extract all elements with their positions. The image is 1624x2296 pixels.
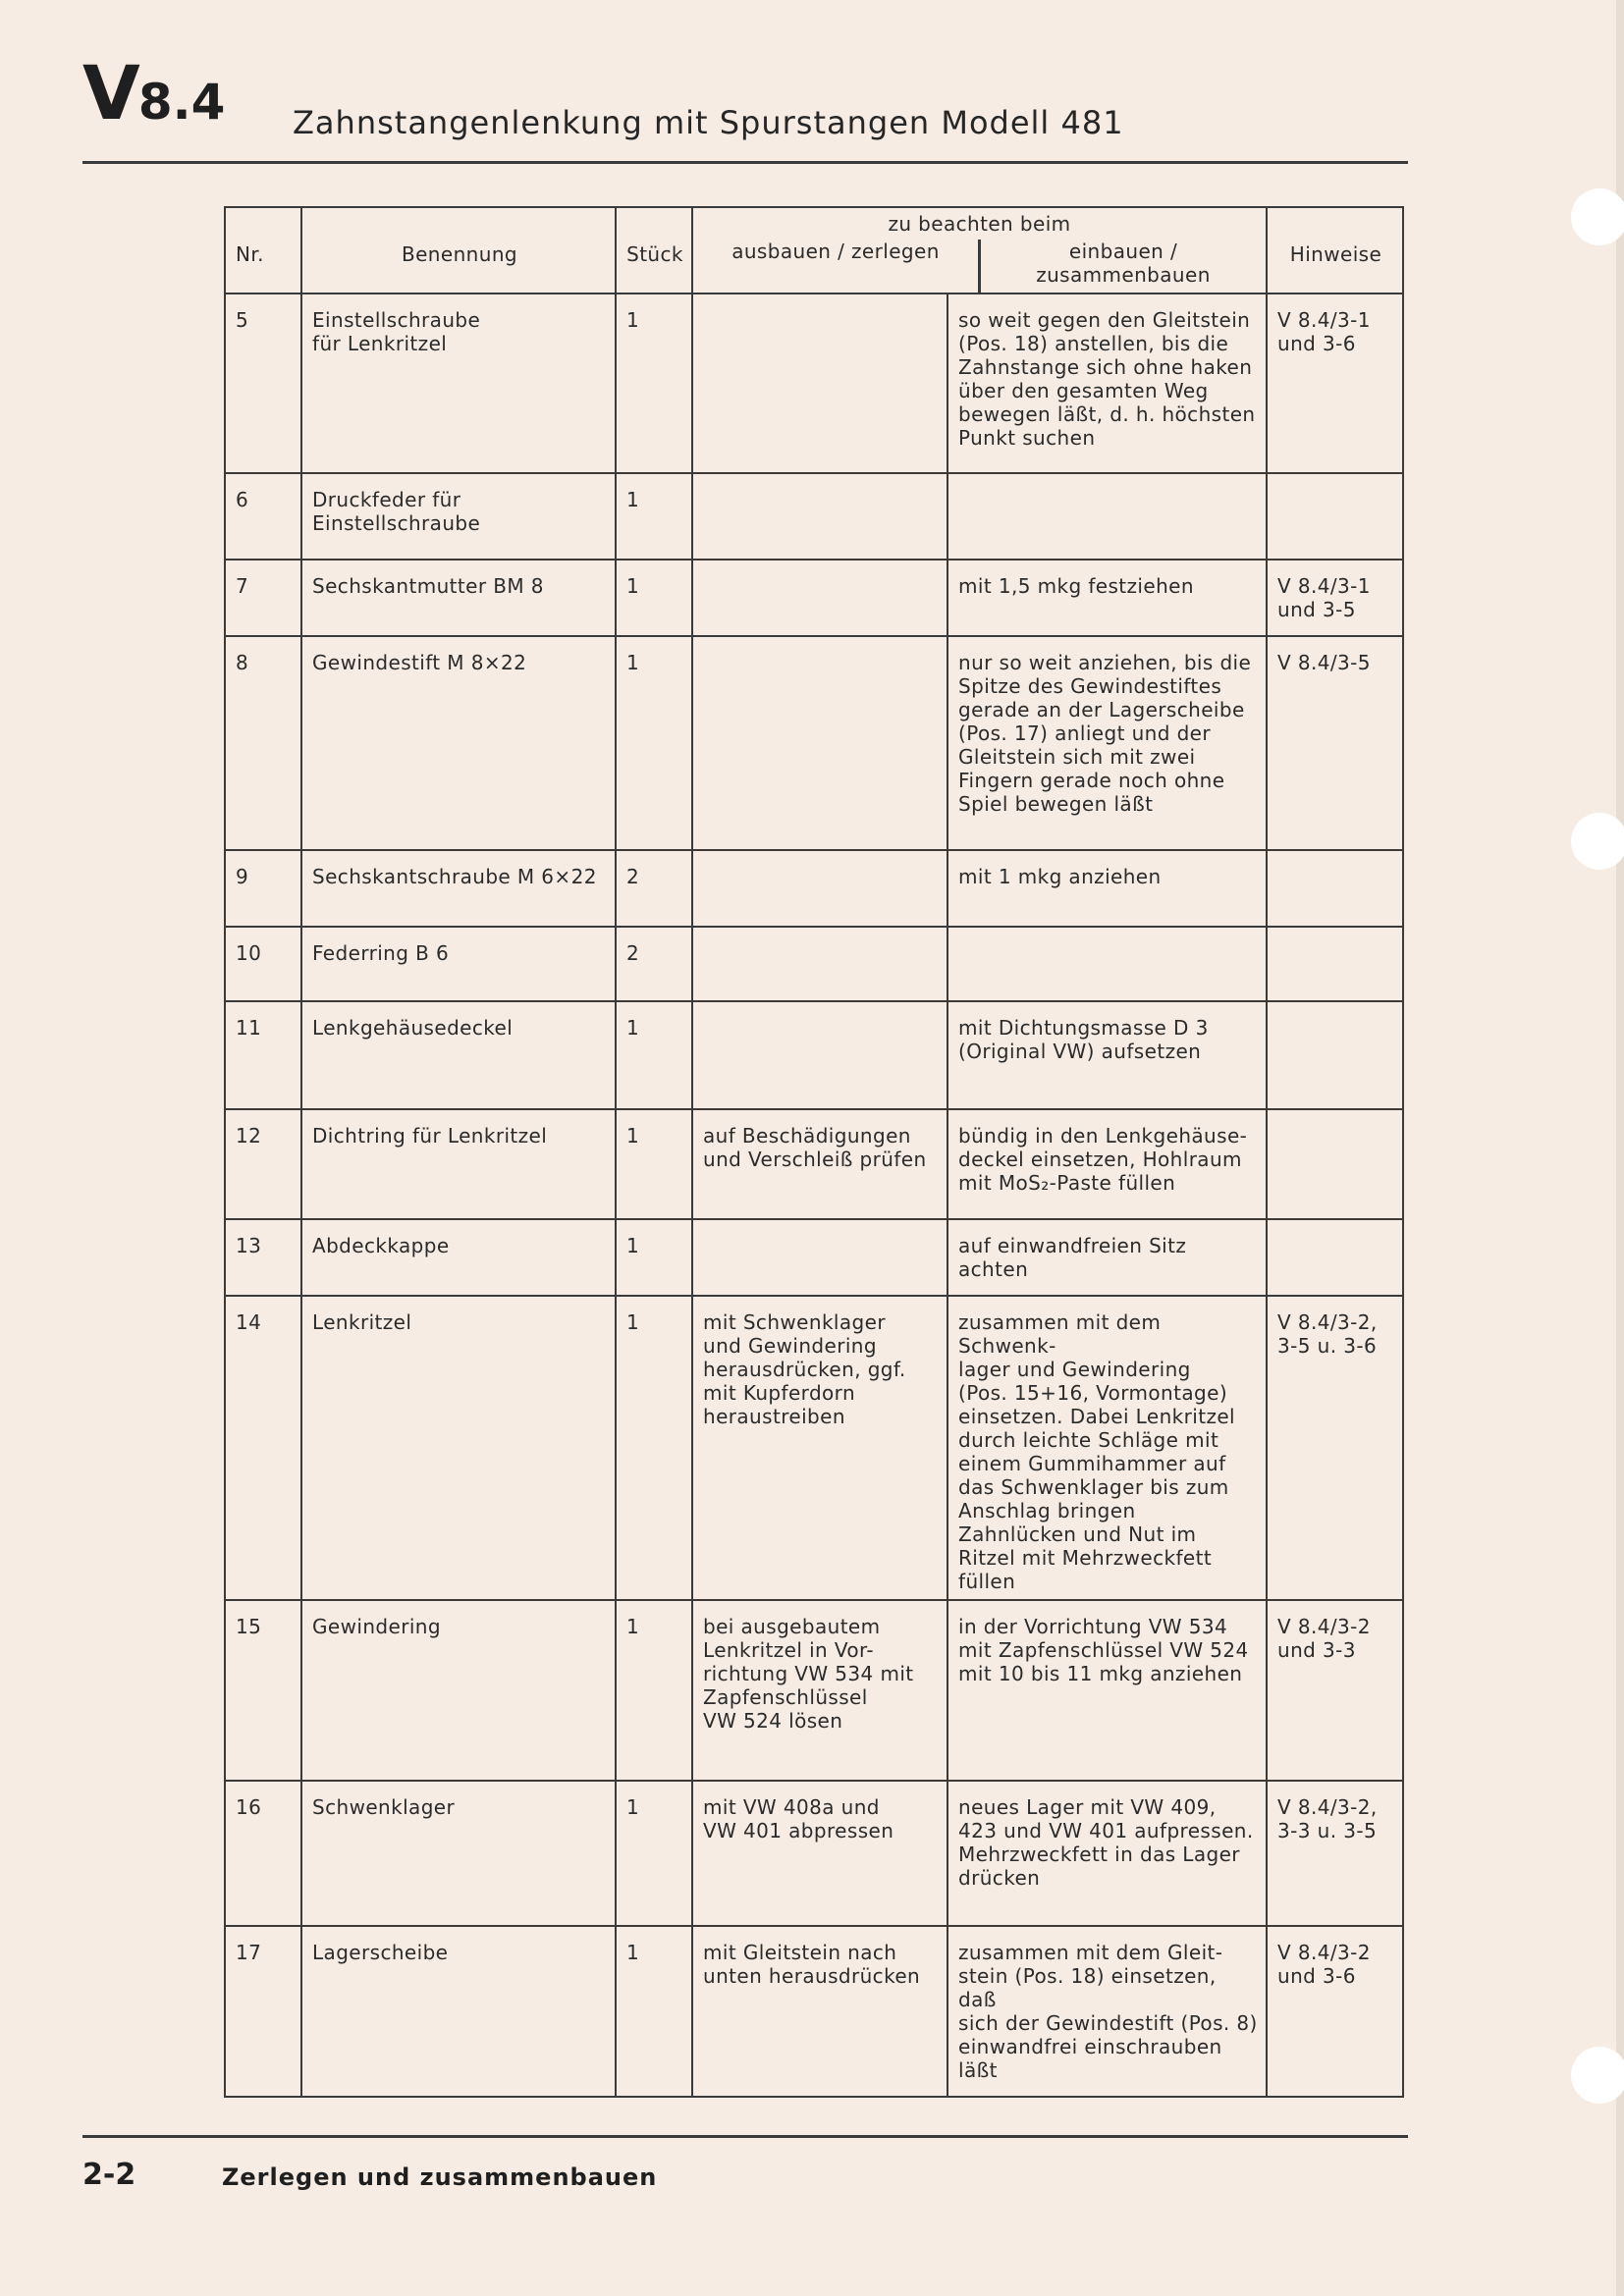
cell-einbauen bbox=[947, 473, 1267, 560]
column-header-group bbox=[692, 207, 1267, 294]
cell-ausbauen bbox=[692, 294, 947, 473]
cell-nr: 5 bbox=[225, 294, 301, 473]
cell-einbauen: neues Lager mit VW 409, 423 und VW 401 aufpressen. Mehrzweckfett in das Lager drücken bbox=[947, 1781, 1267, 1926]
table-row bbox=[225, 1926, 1403, 2097]
table-row bbox=[225, 1600, 1403, 1781]
cell-benennung: Druckfeder für Einstellschraube bbox=[301, 473, 616, 560]
cell-hinweise: V 8.4/3-1 und 3-6 bbox=[1267, 294, 1403, 473]
cell-hinweise: V 8.4/3-2, 3-3 u. 3-5 bbox=[1267, 1781, 1403, 1926]
cell-ausbauen bbox=[692, 473, 947, 560]
column-header-ausbauen: ausbauen / zerlegen bbox=[693, 240, 981, 293]
table-row bbox=[225, 294, 1403, 473]
table-row bbox=[225, 1219, 1403, 1296]
cell-hinweise bbox=[1267, 1109, 1403, 1219]
cell-einbauen: mit Dichtungsmasse D 3 (Original VW) aufsetzen bbox=[947, 1001, 1267, 1109]
cell-stueck: 1 bbox=[616, 1219, 692, 1296]
cell-ausbauen: auf Beschädigungen und Verschleiß prüfen bbox=[692, 1109, 947, 1219]
cell-benennung: Einstellschraube für Lenkritzel bbox=[301, 294, 616, 473]
column-header-einbauen: einbauen / zusammenbauen bbox=[1036, 240, 1211, 287]
cell-ausbauen bbox=[692, 927, 947, 1001]
section-letter: V bbox=[82, 49, 138, 136]
page-header bbox=[82, 49, 1408, 147]
table-row bbox=[225, 850, 1403, 927]
cell-ausbauen: bei ausgebautem Lenkritzel in Vor- richtung VW 534 mit Zapfenschlüssel VW 524 lösen bbox=[692, 1600, 947, 1781]
page-edge bbox=[1616, 0, 1624, 2296]
cell-nr: 17 bbox=[225, 1926, 301, 2097]
column-header-nr: Nr. bbox=[225, 207, 301, 294]
cell-hinweise: V 8.4/3-2, 3-5 u. 3-6 bbox=[1267, 1296, 1403, 1600]
punch-hole bbox=[1571, 813, 1624, 870]
cell-nr: 16 bbox=[225, 1781, 301, 1926]
table-header-row bbox=[225, 207, 1403, 294]
cell-nr: 8 bbox=[225, 636, 301, 850]
cell-benennung: Gewindestift M 8×22 bbox=[301, 636, 616, 850]
cell-nr: 9 bbox=[225, 850, 301, 927]
punch-hole bbox=[1571, 2047, 1624, 2104]
cell-einbauen: mit 1,5 mkg festziehen bbox=[947, 560, 1267, 636]
cell-hinweise: V 8.4/3-2 und 3-6 bbox=[1267, 1926, 1403, 2097]
cell-stueck: 1 bbox=[616, 1109, 692, 1219]
cell-hinweise bbox=[1267, 1219, 1403, 1296]
column-header-hinweise: Hinweise bbox=[1267, 207, 1403, 294]
cell-stueck: 2 bbox=[616, 850, 692, 927]
cell-benennung: Sechskantschraube M 6×22 bbox=[301, 850, 616, 927]
cell-stueck: 1 bbox=[616, 1781, 692, 1926]
cell-nr: 14 bbox=[225, 1296, 301, 1600]
cell-einbauen: bündig in den Lenkgehäuse- deckel einsetzen, Hohlraum mit MoS₂-Paste füllen bbox=[947, 1109, 1267, 1219]
cell-benennung: Gewindering bbox=[301, 1600, 616, 1781]
cell-nr: 15 bbox=[225, 1600, 301, 1781]
page-number: 2-2 bbox=[82, 2158, 136, 2192]
cell-ausbauen bbox=[692, 636, 947, 850]
cell-benennung: Abdeckkappe bbox=[301, 1219, 616, 1296]
cell-nr: 10 bbox=[225, 927, 301, 1001]
cell-hinweise: V 8.4/3-5 bbox=[1267, 636, 1403, 850]
cell-stueck: 1 bbox=[616, 1600, 692, 1781]
cell-ausbauen: mit VW 408a und VW 401 abpressen bbox=[692, 1781, 947, 1926]
cell-benennung: Lenkritzel bbox=[301, 1296, 616, 1600]
table-row bbox=[225, 1109, 1403, 1219]
column-header-benennung: Benennung bbox=[301, 207, 616, 294]
punch-hole bbox=[1571, 188, 1624, 245]
cell-einbauen: zusammen mit dem Gleit- stein (Pos. 18) einsetzen, daß sich der Gewindestift (Pos. 8) einwandfrei einschrauben läßt bbox=[947, 1926, 1267, 2097]
cell-einbauen: so weit gegen den Gleitstein (Pos. 18) anstellen, bis die Zahnstange sich ohne haken über den gesamten Weg bewegen läßt, d. h. höchsten Punkt suchen bbox=[947, 294, 1267, 473]
column-header-stueck: Stück bbox=[616, 207, 692, 294]
cell-einbauen: mit 1 mkg anziehen bbox=[947, 850, 1267, 927]
cell-benennung: Sechskantmutter BM 8 bbox=[301, 560, 616, 636]
table-row bbox=[225, 473, 1403, 560]
cell-hinweise: V 8.4/3-2 und 3-3 bbox=[1267, 1600, 1403, 1781]
cell-nr: 6 bbox=[225, 473, 301, 560]
cell-hinweise bbox=[1267, 927, 1403, 1001]
cell-nr: 12 bbox=[225, 1109, 301, 1219]
cell-nr: 11 bbox=[225, 1001, 301, 1109]
cell-einbauen: zusammen mit dem Schwenk- lager und Gewindering (Pos. 15+16, Vormontage) einsetzen. Dabei Lenkritzel durch leichte Schläge mit einem Gummihammer auf das Schwenklager bis zum Anschlag bringen Zahnlücken und Nut im Ritzel mit Mehrzweckfett füllen bbox=[947, 1296, 1267, 1600]
cell-hinweise bbox=[1267, 850, 1403, 927]
page-title: Zahnstangenlenkung mit Spurstangen Modell 481 bbox=[293, 104, 1124, 141]
cell-benennung: Dichtring für Lenkritzel bbox=[301, 1109, 616, 1219]
cell-ausbauen bbox=[692, 560, 947, 636]
table-row bbox=[225, 1296, 1403, 1600]
cell-ausbauen bbox=[692, 1001, 947, 1109]
cell-stueck: 1 bbox=[616, 1296, 692, 1600]
table-row bbox=[225, 1781, 1403, 1926]
table-row bbox=[225, 927, 1403, 1001]
table-row bbox=[225, 636, 1403, 850]
cell-stueck: 1 bbox=[616, 294, 692, 473]
cell-benennung: Lenkgehäusedeckel bbox=[301, 1001, 616, 1109]
cell-nr: 7 bbox=[225, 560, 301, 636]
cell-hinweise bbox=[1267, 1001, 1403, 1109]
table-row bbox=[225, 560, 1403, 636]
cell-ausbauen: mit Schwenklager und Gewindering herausdrücken, ggf. mit Kupferdorn heraustreiben bbox=[692, 1296, 947, 1600]
cell-benennung: Lagerscheibe bbox=[301, 1926, 616, 2097]
section-number: 8.4 bbox=[137, 74, 226, 131]
cell-benennung: Federring B 6 bbox=[301, 927, 616, 1001]
cell-stueck: 1 bbox=[616, 1926, 692, 2097]
cell-nr: 13 bbox=[225, 1219, 301, 1296]
cell-ausbauen: mit Gleitstein nach unten herausdrücken bbox=[692, 1926, 947, 2097]
cell-ausbauen bbox=[692, 1219, 947, 1296]
cell-stueck: 1 bbox=[616, 473, 692, 560]
section-mark bbox=[82, 49, 225, 136]
parts-table bbox=[224, 206, 1404, 2098]
cell-stueck: 2 bbox=[616, 927, 692, 1001]
column-group-caption: zu beachten beim bbox=[888, 212, 1071, 236]
cell-ausbauen bbox=[692, 850, 947, 927]
footer-section-title: Zerlegen und zusammenbauen bbox=[222, 2163, 658, 2191]
cell-einbauen: in der Vorrichtung VW 534 mit Zapfenschlüssel VW 524 mit 10 bis 11 mkg anziehen bbox=[947, 1600, 1267, 1781]
cell-hinweise bbox=[1267, 473, 1403, 560]
cell-stueck: 1 bbox=[616, 560, 692, 636]
cell-einbauen: auf einwandfreien Sitz achten bbox=[947, 1219, 1267, 1296]
header-rule bbox=[82, 161, 1408, 164]
cell-hinweise: V 8.4/3-1 und 3-5 bbox=[1267, 560, 1403, 636]
cell-stueck: 1 bbox=[616, 1001, 692, 1109]
table-row bbox=[225, 1001, 1403, 1109]
cell-stueck: 1 bbox=[616, 636, 692, 850]
cell-benennung: Schwenklager bbox=[301, 1781, 616, 1926]
footer-rule bbox=[82, 2135, 1408, 2138]
cell-einbauen bbox=[947, 927, 1267, 1001]
cell-einbauen: nur so weit anziehen, bis die Spitze des Gewindestiftes gerade an der Lagerscheibe (Pos. 17) anliegt und der Gleitstein sich mit zwei Fingern gerade noch ohne Spiel bewegen läßt bbox=[947, 636, 1267, 850]
